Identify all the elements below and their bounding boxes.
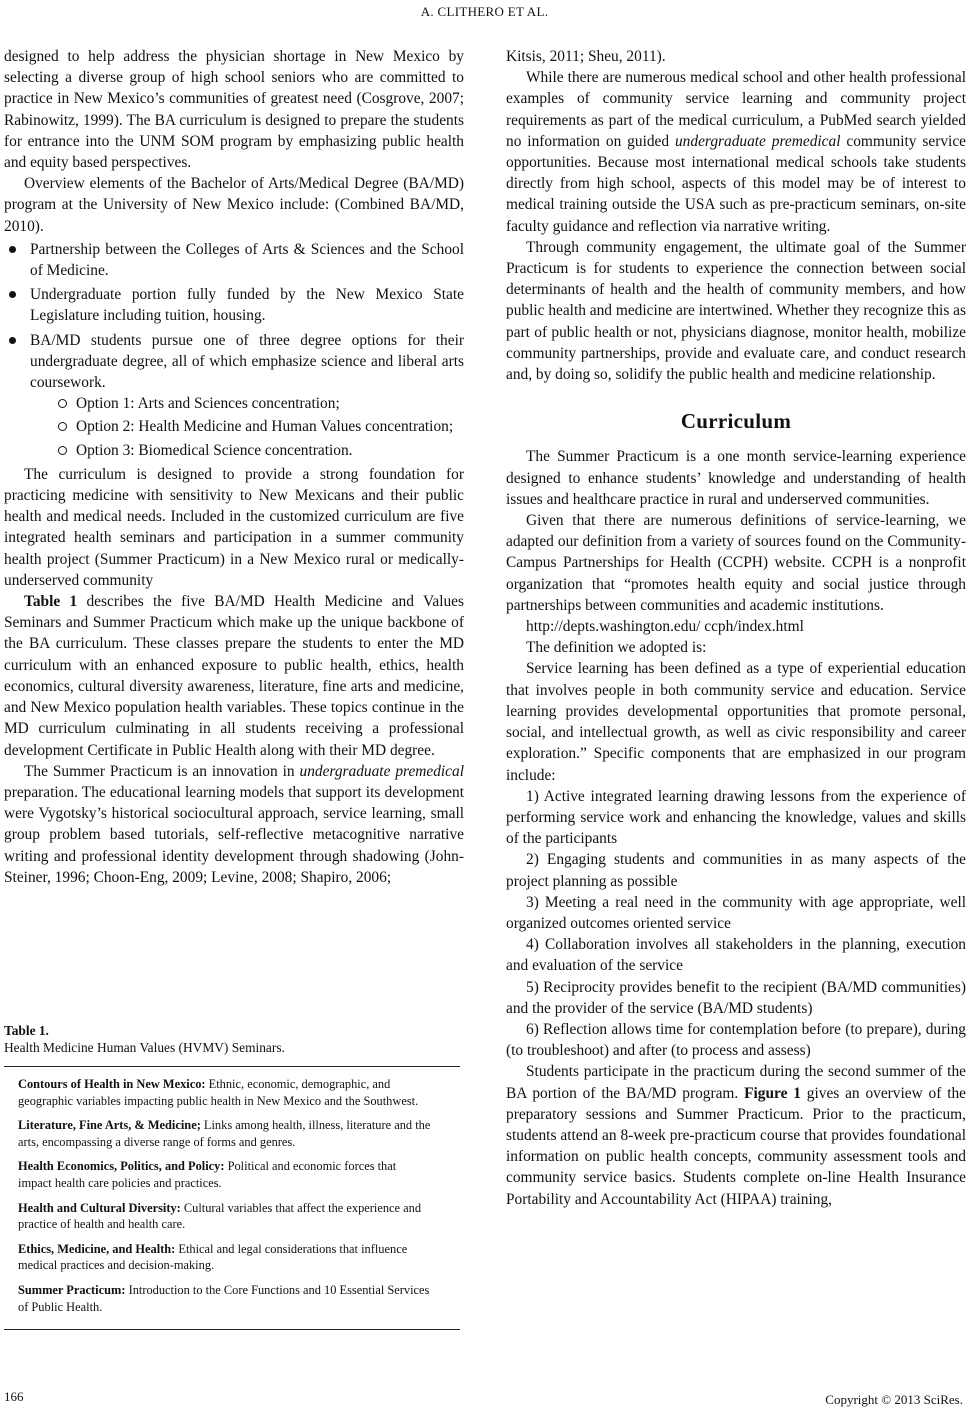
- page-number: 166: [4, 1389, 24, 1404]
- seminar-description: Political and economic forces that impact health care policies and practices.: [18, 1159, 397, 1190]
- seminar-description: Ethical and legal considerations that influence medical practices and decision-making.: [18, 1241, 408, 1273]
- component-item: 3) Meeting a real need in the community with age appropriate, well organized outcomes oriented service: [506, 893, 966, 932]
- left-column: [4, 46, 464, 888]
- bullet-item: Undergraduate portion fully funded by the New Mexico State Legislature including tuition, housing.: [4, 284, 464, 326]
- table-reference: Table 1: [24, 593, 78, 611]
- paragraph: The Summer Practicum is an innovation in undergraduate premedical preparation. The educational learning models that support its development were Vygotsky’s historical sociocultural approach, service learning, small group problem based tutorials, self-reflective metacognitive narrative writing and professional identity development through shadowing (John-Steiner, 1996; Choon-Eng, 2009; Levine, 2008; Shapiro, 2006;: [4, 762, 464, 886]
- degree-options-list: [30, 393, 464, 461]
- component-item: 4) Collaboration involves all stakeholders in the planning, execution and evaluation of the service: [506, 936, 966, 975]
- table-label: Table 1.: [4, 1023, 49, 1038]
- paragraph: Service learning has been defined as a type of experiential education that involves people in both community service and education. Service learning provides developmental opportunities that promote personal, social, and intellectual growth, as well as civic responsibility and career exploration.” Specific components that are emphasized in our program include:: [506, 660, 966, 784]
- paragraph: The Summer Practicum is a one month service-learning experience designed to enhance students’ knowledge and understanding of health issues and healthcare practice in rural and underserved communities.: [506, 448, 966, 508]
- overview-bullet-list: [4, 239, 464, 461]
- seminar-title: Health Economics, Politics, and Policy:: [18, 1159, 225, 1174]
- bullet-item-text: BA/MD students pursue one of three degree options for their undergraduate degree, all of which emphasize science and liberal arts coursework.: [30, 331, 464, 392]
- bullet-item: [4, 330, 464, 461]
- paragraph: Given that there are numerous definitions of service-learning, we adapted our definition from a variety of sources found on the Community-Campus Partnerships for Health (CCPH) website. CCPH is a nonprofit organization that “promotes health equity and social justice through partnerships between communities and academic institutions.: [506, 512, 966, 614]
- paragraph: The curriculum is designed to provide a strong foundation for practicing medicine with sensitivity to New Mexicans and their public health and medical needs. Included in the customized curriculum are five integrated health seminars and participation in a summer community health project (Summer Practicum) in a New Mexico rural or medically-underserved community: [4, 465, 464, 589]
- table-row: [18, 1158, 452, 1191]
- seminar-description: Links among health, illness, literature and the arts, encompassing a diverse range of forms and genres.: [18, 1118, 431, 1149]
- component-item: 2) Engaging students and communities in as many aspects of the project planning as possible: [506, 851, 966, 890]
- table-row: [18, 1076, 452, 1109]
- figure-reference: Figure 1: [744, 1084, 801, 1102]
- seminar-description: Ethnic, economic, demographic, and geographic variables impacting public health in New Mexico and the Southwest.: [18, 1077, 419, 1108]
- table-body: [4, 1066, 460, 1330]
- section-title: Curriculum: [680, 409, 792, 434]
- table-caption: Health Medicine Human Values (HVMV) Seminars.: [4, 1040, 285, 1055]
- bullet-item: Partnership between the Colleges of Arts & Sciences and the School of Medicine.: [4, 239, 464, 281]
- table-row: [18, 1282, 452, 1315]
- paragraph: Students participate in the practicum during the second summer of the BA portion of the BA/MD program. Figure 1 gives an overview of the preparatory sessions and Summer Practicum. Prior to the practicum, students attend an 8-week pre-practicum course that provides foundational information on public health concepts, community assessment tools and community service basics. Students complete on-line Health Insurance Portability and Accountability Act (HIPAA) training,: [506, 1063, 967, 1208]
- copyright-notice: Copyright © 2013 SciRes.: [825, 1392, 963, 1407]
- table-row: [18, 1200, 452, 1233]
- seminar-description: Cultural variables that affect the experience and practice of health and health care.: [18, 1200, 422, 1232]
- url-text: http://depts.washington.edu/ ccph/index.html: [526, 618, 804, 636]
- paragraph: Kitsis, 2011; Sheu, 2011).: [506, 48, 666, 65]
- sub-bullet-item: Option 3: Biomedical Science concentration.: [30, 440, 464, 461]
- paragraph: While there are numerous medical school and other health professional examples of community service learning and community project requirements as part of the medical curriculum, a PubMed search yielded no information on guided undergraduate premedical community service opportunities. Because most international medical schools take students directly from high school, aspects of this model may be of interest to medical training outside the USA such as pre-practicum seminars, on-site faculty guidance and reflection via narrative writing.: [506, 69, 966, 235]
- table-row: [18, 1241, 452, 1274]
- seminar-description: Introduction to the Core Functions and 10 Essential Services of Public Health.: [18, 1282, 430, 1314]
- paragraph: Table 1 describes the five BA/MD Health Medicine and Values Seminars and Summer Practicum which make up the unique backbone of the BA curriculum. These classes prepare the students to enter the MD curriculum with an enhanced exposure to public health, ethics, health economics, cultural diversity awareness, literature, fine arts and medicine, and New Mexico population health variables. These topics continue in the MD curriculum culminating in all students receiving a professional development Certificate in Public Health along with their MD degree.: [4, 593, 464, 759]
- table-row: [18, 1117, 452, 1150]
- component-item: 1) Active integrated learning drawing lessons from the experience of performing service work and enhancing the knowledge, values and skills of the participants: [506, 787, 966, 848]
- component-item: 5) Reciprocity provides benefit to the recipient (BA/MD communities) and the provider of the service (BA/MD students): [506, 978, 966, 1017]
- seminar-title: Summer Practicum:: [18, 1282, 126, 1297]
- running-head: A. CLITHERO ET AL.: [420, 4, 549, 19]
- paragraph: Through community engagement, the ultimate goal of the Summer Practicum is for students to experience the connection between social determinants of health and the health of community members, and how public health and medicine are intertwined. Whether they recognize this as part of public health or not, physicians diagnose, monitor health, mobilize community partnerships, provide and evaluate care, and conduct research and, by doing so, solidify the public health and medicine relationship.: [506, 238, 966, 384]
- paragraph: Overview elements of the Bachelor of Arts/Medical Degree (BA/MD) program at the University of New Mexico include: (Combined BA/MD, 2010).: [4, 175, 464, 235]
- seminar-title: Literature, Fine Arts, & Medicine;: [18, 1118, 201, 1133]
- component-item: 6) Reflection allows time for contemplation before (to prepare), during (to troubleshoot) and after (to process and assess): [506, 1020, 966, 1060]
- seminar-title: Ethics, Medicine, and Health:: [18, 1241, 176, 1256]
- sub-bullet-item: Option 1: Arts and Sciences concentration;: [30, 393, 464, 414]
- sub-bullet-item: Option 2: Health Medicine and Human Values concentration;: [30, 416, 464, 437]
- paragraph: designed to help address the physician shortage in New Mexico by selecting a diverse group of high school seniors who are committed to practice in New Mexico’s communities of greatest need (Cosgrove, 2007; Rabinowitz, 1999). The BA curriculum is designed to prepare the students for entrance into the UNM SOM program by emphasizing public health and equity based perspectives.: [4, 48, 464, 172]
- table-1: [4, 1022, 460, 1330]
- right-column: [506, 46, 966, 1210]
- seminar-title: Health and Cultural Diversity:: [18, 1200, 181, 1215]
- seminar-title: Contours of Health in New Mexico:: [18, 1077, 206, 1091]
- paragraph: The definition we adopted is:: [526, 639, 707, 657]
